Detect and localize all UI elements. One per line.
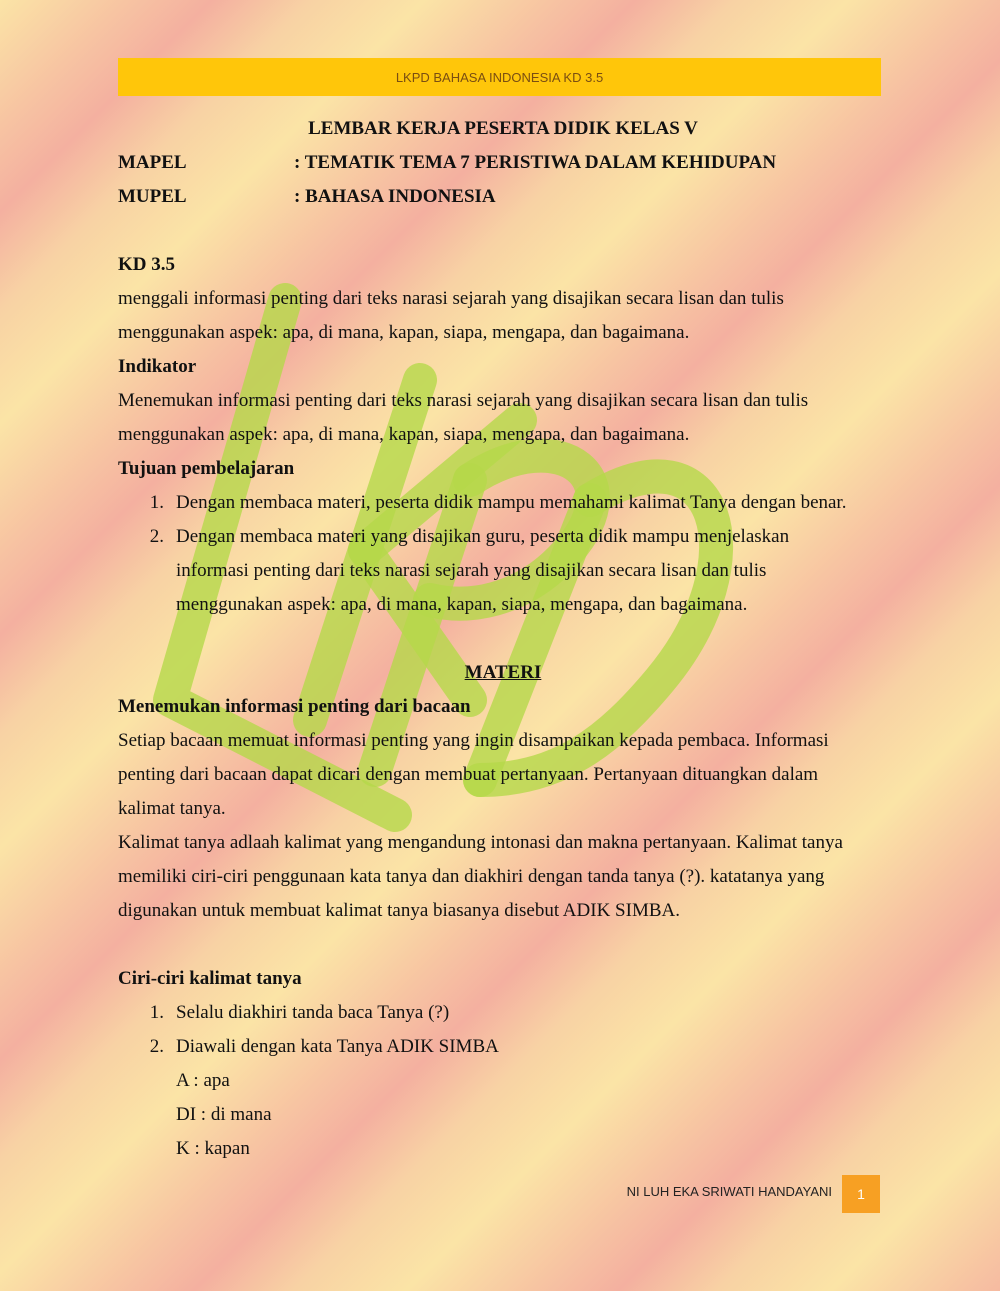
mapel-value: : TEMATIK TEMA 7 PERISTIWA DALAM KEHIDUPAN [294,152,777,173]
list-number: 1. [149,492,164,513]
materi-paragraph-line: memiliki ciri-ciri penggunaan kata tanya dan diakhiri dengan tanda tanya (?). katatanya yang [118,866,825,887]
tujuan-heading: Tujuan pembelajaran [118,458,295,479]
indikator-line: menggunakan aspek: apa, di mana, kapan, siapa, mengapa, dan bagaimana. [118,424,690,445]
list-item-text: Selalu diakhiri tanda baca Tanya (?) [176,1002,450,1023]
page-number [842,1175,880,1213]
ciri-sub-item: K : kapan [176,1138,250,1159]
ciri-heading: Ciri-ciri kalimat tanya [118,968,302,989]
page-number-text: 1 [857,1186,865,1202]
mupel-row [118,180,888,214]
list-item-continuation: menggunakan aspek: apa, di mana, kapan, siapa, mengapa, dan bagaimana. [176,594,748,615]
list-item-continuation: informasi penting dari teks narasi sejarah yang disajikan secara lisan dan tulis [176,560,767,581]
list-item-text: Diawali dengan kata Tanya ADIK SIMBA [176,1036,499,1057]
indikator-heading: Indikator [118,356,197,377]
materi-paragraph-line: digunakan untuk membuat kalimat tanya biasanya disebut ADIK SIMBA. [118,900,680,921]
list-item-text: Dengan membaca materi, peserta didik mampu memahami kalimat Tanya dengan benar. [176,492,847,513]
list-item-text: Dengan membaca materi yang disajikan guru, peserta didik mampu menjelaskan [176,526,790,547]
materi-paragraph-line: Kalimat tanya adlaah kalimat yang mengandung intonasi dan makna pertanyaan. Kalimat tanya [118,832,843,853]
materi-subheading: Menemukan informasi penting dari bacaan [118,696,471,717]
mapel-row [118,146,888,180]
document-body [118,112,888,1166]
mapel-label: MAPEL [118,152,187,173]
kd-line: menggali informasi penting dari teks narasi sejarah yang disajikan secara lisan dan tulis [118,288,784,309]
mupel-label: MUPEL [118,186,187,207]
ciri-item-2 [118,1030,888,1064]
ciri-sub-item: A : apa [176,1070,230,1091]
materi-paragraph-line: kalimat tanya. [118,798,226,819]
ciri-item-1 [118,996,888,1030]
list-number: 2. [149,1036,164,1057]
header-bar [118,58,881,96]
document-title: LEMBAR KERJA PESERTA DIDIK KELAS V [308,118,698,139]
materi-paragraph-line: penting dari bacaan dapat dicari dengan membuat pertanyaan. Pertanyaan dituangkan dalam [118,764,819,785]
tujuan-item-1 [118,486,888,520]
ciri-sub-item: DI : di mana [176,1104,272,1125]
header-title: LKPD BAHASA INDONESIA KD 3.5 [395,69,604,85]
list-number: 1. [149,1002,164,1023]
mupel-value: : BAHASA INDONESIA [294,186,496,207]
kd-line: menggunakan aspek: apa, di mana, kapan, siapa, mengapa, dan bagaimana. [118,322,690,343]
indikator-line: Menemukan informasi penting dari teks narasi sejarah yang disajikan secara lisan dan tulis [118,390,809,411]
list-number: 2. [149,526,164,547]
tujuan-item-2 [118,520,888,554]
materi-paragraph-line: Setiap bacaan memuat informasi penting yang ingin disampaikan kepada pembaca. Informasi [118,730,829,751]
materi-heading: MATERI [464,662,542,683]
footer-author: NI LUH EKA SRIWATI HANDAYANI [626,1184,832,1199]
kd-heading: KD 3.5 [118,254,175,275]
